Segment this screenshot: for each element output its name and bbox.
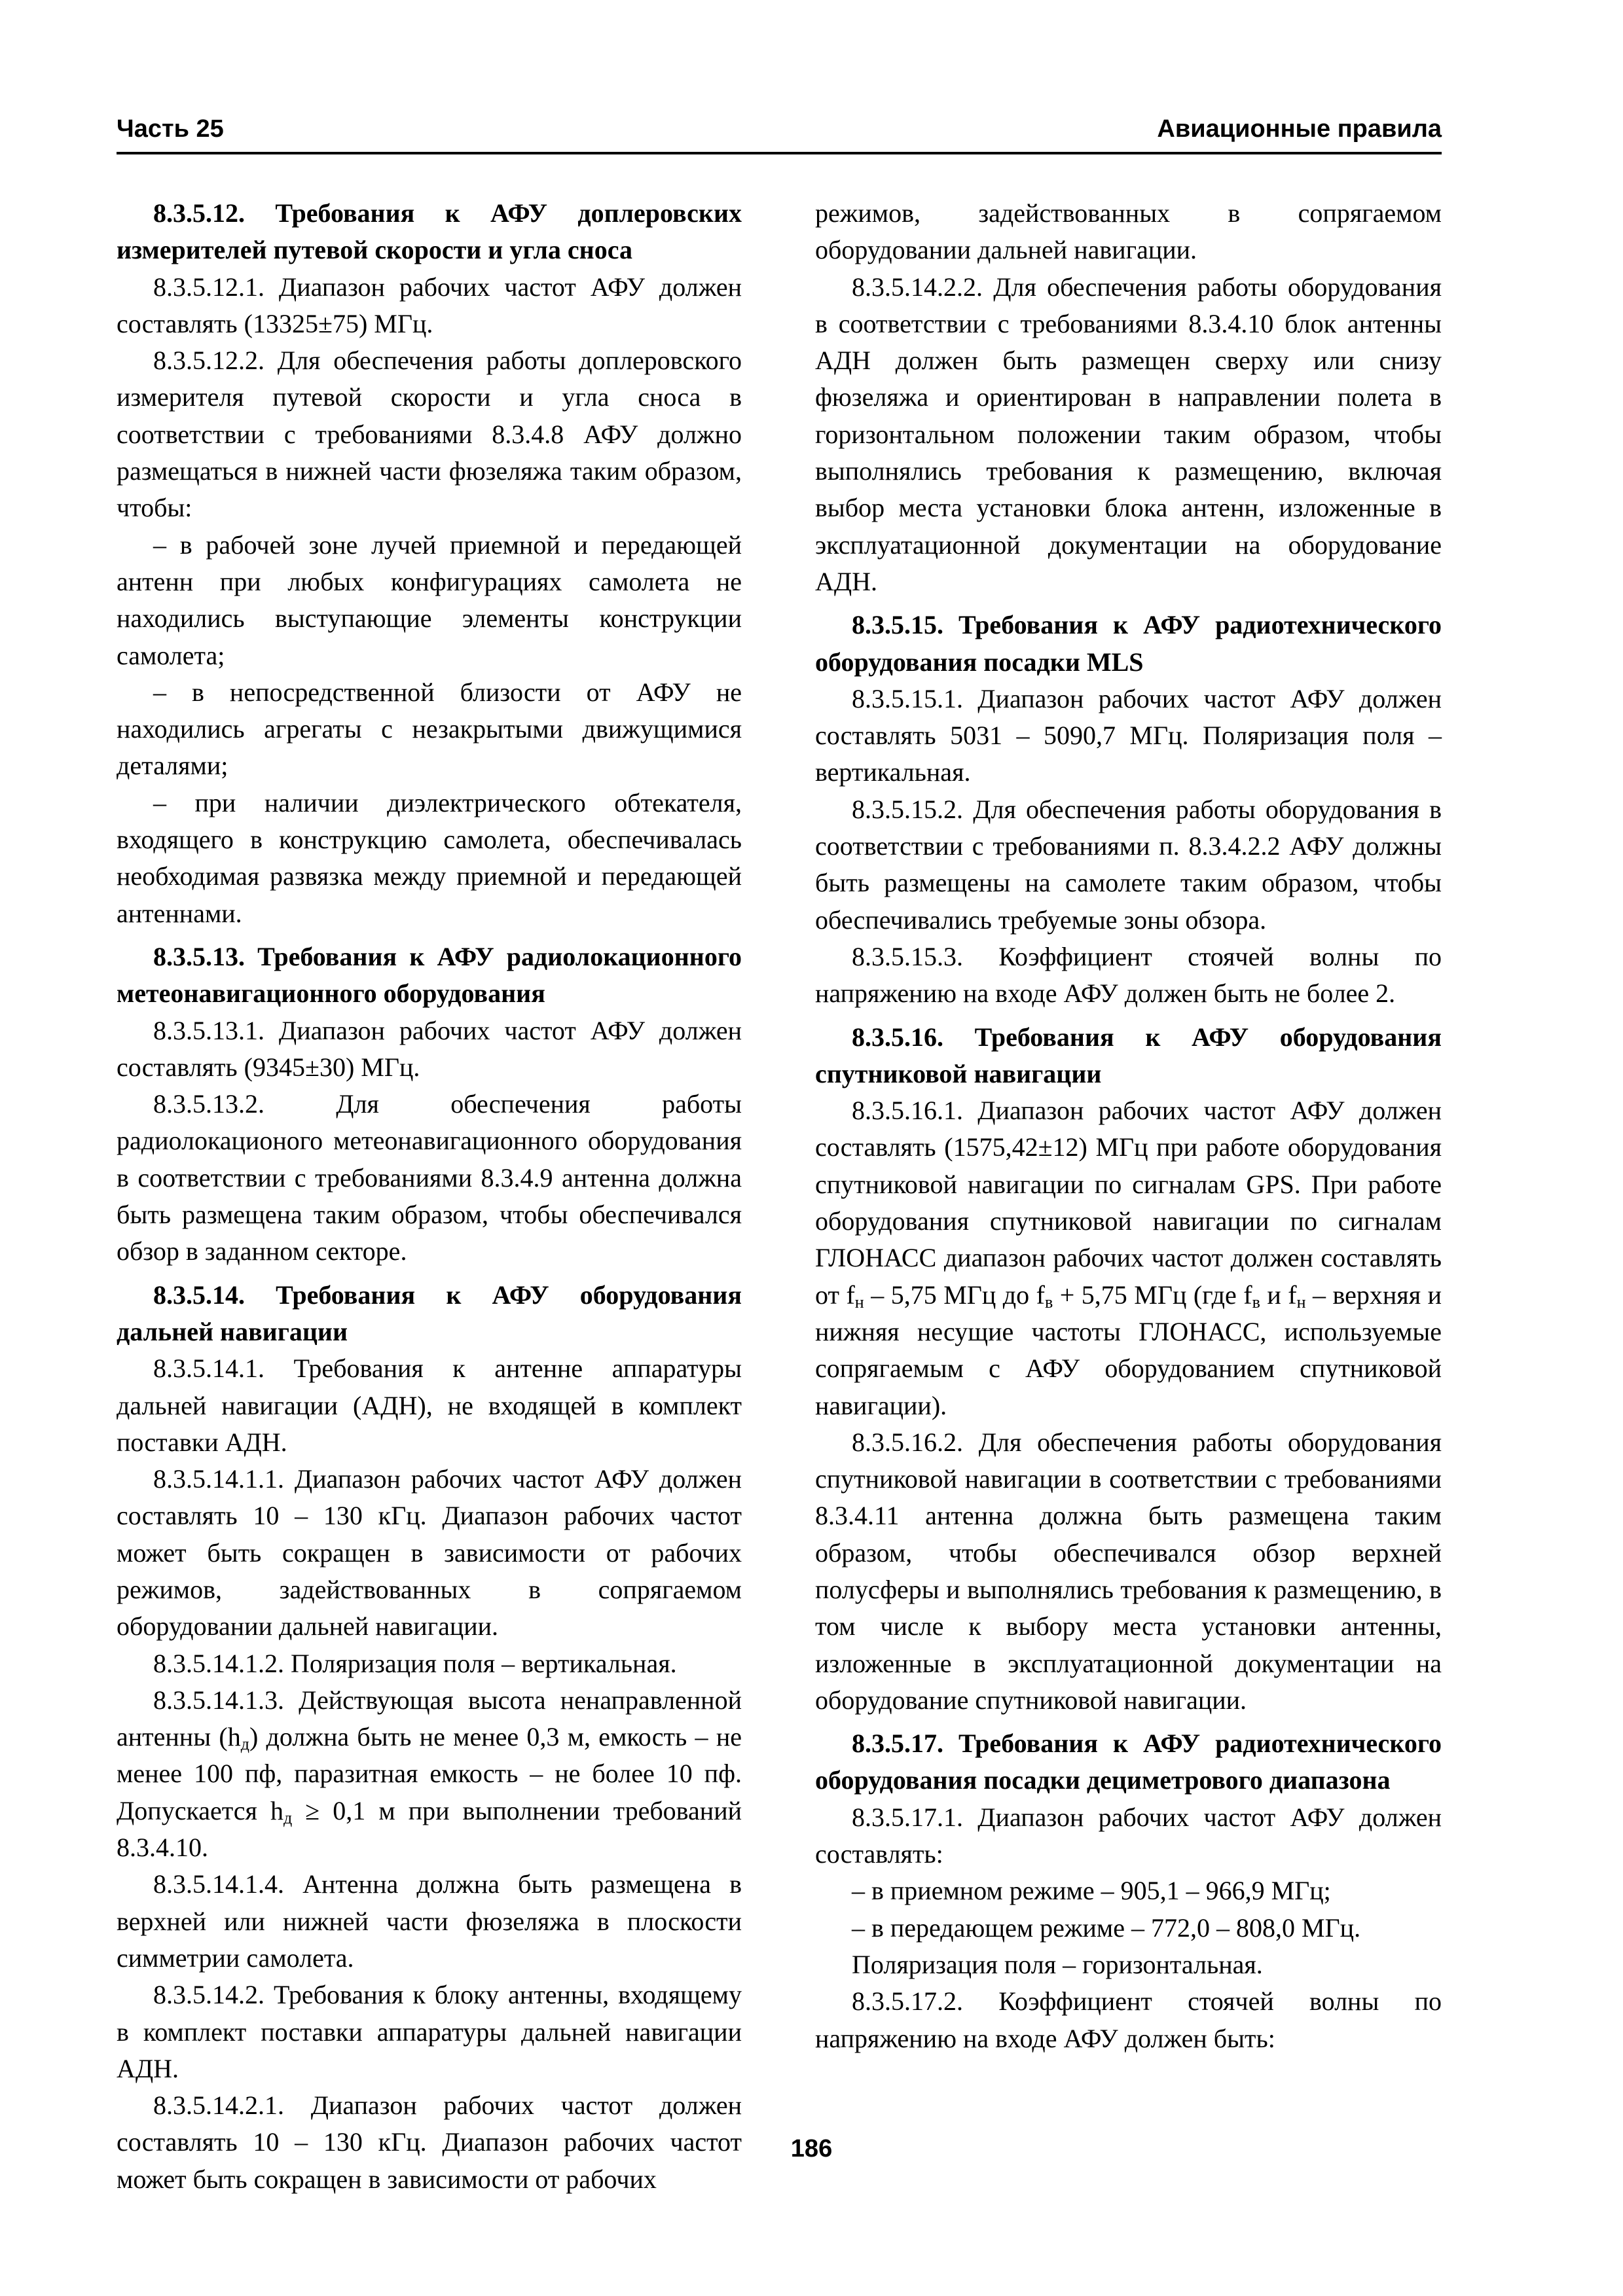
subscript: в xyxy=(1044,1292,1053,1312)
page-number: 186 xyxy=(790,2135,833,2162)
header-part: Часть 25 xyxy=(117,115,224,143)
header-title: Авиационные правила xyxy=(1157,115,1442,143)
left-column xyxy=(117,195,742,2198)
paragraph: 8.3.5.14.2. Требования к блоку антенны, входящему в комплект поставки аппаратуры дальней навигации АДН. xyxy=(117,1980,742,2083)
paragraph: 8.3.5.14.2.2. Для обеспечения работы оборудования в соответствии с требованиями 8.3.4.10 блок антенны АДН должен быть размещен сверху или снизу фюзеляжа и ориентирован в направлении полета в горизонтальном положении таким образом, чтобы выполнялись требования к размещению, включая выбор места установки блока антенн, изложенные в эксплуатационной документации на оборудование АДН. xyxy=(815,272,1442,596)
paragraph: 8.3.5.15.3. Коэффициент стоячей волны по напряжению на входе АФУ должен быть не более 2. xyxy=(815,941,1442,1009)
text-fragment: 8.3.5.14.1.3. Действующая высота ненаправленной антенны (h xyxy=(117,1685,742,1752)
paragraph: 8.3.5.17.2. Коэффициент стоячей волны по напряжению на входе АФУ должен быть: xyxy=(815,1986,1442,2053)
paragraph: 8.3.5.13.1. Диапазон рабочих частот АФУ должен составлять (9345±30) МГц. xyxy=(117,1015,742,1082)
paragraph-continued: режимов, задействованных в сопрягаемом оборудовании дальней навигации. xyxy=(815,198,1442,265)
section-heading-8-3-5-14: 8.3.5.14. Требования к АФУ оборудования дальней навигации xyxy=(117,1280,742,1346)
text-fragment: 8.3.5.16.1. Диапазон рабочих частот АФУ должен составлять (1575,42±12) МГц при работе оборудования спутниковой навигации по сигналам GPS. При работе оборудования спутниковой навигации по сигналам ГЛОНАСС диапазон рабочих частот должен составлять от f xyxy=(815,1096,1442,1310)
list-item: – в передающем режиме – 772,0 – 808,0 МГц. xyxy=(852,1912,1361,1943)
list-item: – при наличии диэлектрического обтекателя, входящего в конструкцию самолета, обеспечивалась необходимая развязка между приемной и передающей антеннами. xyxy=(117,787,742,928)
text-fragment: ) должна быть не менее 0,3 м, емкость – не менее 100 пф, паразитная емкость – не более 10 пф. Допускается h xyxy=(117,1722,742,1825)
section-heading-8-3-5-16: 8.3.5.16. Требования к АФУ оборудования спутниковой навигации xyxy=(815,1022,1442,1088)
list-item: – в приемном режиме – 905,1 – 966,9 МГц; xyxy=(852,1876,1331,1906)
section-heading-8-3-5-13: 8.3.5.13. Требования к АФУ радиолокационного метеонавигационного оборудования xyxy=(117,941,742,1009)
subscript: в xyxy=(1252,1292,1260,1312)
text-fragment: ≥ 0,1 м при выполнении требований 8.3.4.10. xyxy=(117,1795,742,1863)
paragraph: 8.3.5.15.1. Диапазон рабочих частот АФУ должен составлять 5031 – 5090,7 МГц. Поляризация поля – вертикальная. xyxy=(815,683,1442,787)
text-fragment: – верхняя и нижняя несущие частоты ГЛОНАСС, используемые сопрягаемым с АФУ оборудованием спутниковой навигации). xyxy=(815,1280,1442,1420)
paragraph: 8.3.5.13.2. Для обеспечения работы радиолокационого метеонавигационного оборудования в соответствии с требованиями 8.3.4.9 антенна должна быть размещена таким образом, чтобы обеспечивался обзор в заданном секторе. xyxy=(117,1089,742,1266)
subscript: н xyxy=(1296,1292,1306,1312)
text-fragment: и f xyxy=(1260,1280,1297,1310)
paragraph: 8.3.5.17.1. Диапазон рабочих частот АФУ должен составлять: xyxy=(815,1802,1442,1869)
paragraph xyxy=(815,1092,1442,1424)
paragraph: 8.3.5.14.1.2. Поляризация поля – вертикальная. xyxy=(153,1648,677,1678)
text-fragment: – 5,75 МГц до f xyxy=(864,1280,1045,1310)
subscript: д xyxy=(283,1808,293,1827)
section-heading-8-3-5-12: 8.3.5.12. Требования к АФУ доплеровских измерителей путевой скорости и угла сноса xyxy=(117,198,742,265)
list-item: – в рабочей зоне лучей приемной и передающей антенн при любых конфигурациях самолета не находились выступающие элементы конструкции самолета; xyxy=(117,529,742,670)
paragraph: 8.3.5.15.2. Для обеспечения работы оборудования в соответствии с требованиями п. 8.3.4.2.2 АФУ должны быть размещены на самолете таким образом, чтобы обеспечивались требуемые зоны обзора. xyxy=(815,794,1442,935)
subscript: д xyxy=(240,1734,249,1754)
paragraph: 8.3.5.14.1. Требования к антенне аппаратуры дальней навигации (АДН), не входящей в комплект поставки АДН. xyxy=(117,1354,742,1457)
paragraph: 8.3.5.14.1.4. Антенна должна быть размещена в верхней или нижней части фюзеляжа в плоскости симметрии самолета. xyxy=(117,1869,742,1973)
paragraph: 8.3.5.12.2. Для обеспечения работы доплеровского измерителя путевой скорости и угла сноса в соответствии с требованиями 8.3.4.8 АФУ должно размещаться в нижней части фюзеляжа таким образом, чтобы: xyxy=(117,346,742,523)
paragraph: Поляризация поля – горизонтальная. xyxy=(852,1949,1263,1979)
page-header xyxy=(117,111,1442,154)
paragraph: 8.3.5.16.2. Для обеспечения работы оборудования спутниковой навигации в соответствии с требованиями 8.3.4.11 антенна должна быть размещена таким образом, чтобы обеспечивался обзор верхней полусферы и выполнялись требования к размещению, в том числе к выбору места установки антенны, изложенные в эксплуатационной документации на оборудование спутниковой навигации. xyxy=(815,1427,1442,1715)
paragraph xyxy=(117,1682,742,1866)
right-column xyxy=(815,195,1442,2057)
section-heading-8-3-5-15: 8.3.5.15. Требования к АФУ радиотехнического оборудования посадки MLS xyxy=(815,610,1442,677)
paragraph: 8.3.5.14.1.1. Диапазон рабочих частот АФУ должен составлять 10 – 130 кГц. Диапазон рабочих частот может быть сокращен в зависимости от рабочих режимов, задействованных в сопрягаемом оборудовании дальней навигации. xyxy=(117,1464,742,1641)
text-fragment: + 5,75 МГц (где f xyxy=(1053,1280,1252,1310)
paragraph: 8.3.5.14.2.1. Диапазон рабочих частот должен составлять 10 – 130 кГц. Диапазон рабочих частот может быть сокращен в зависимости от рабочих xyxy=(117,2090,742,2194)
section-heading-8-3-5-17: 8.3.5.17. Требования к АФУ радиотехнического оборудования посадки дециметрового диапазона xyxy=(815,1729,1442,1795)
paragraph: 8.3.5.12.1. Диапазон рабочих частот АФУ должен составлять (13325±75) МГц. xyxy=(117,272,742,338)
subscript: н xyxy=(854,1292,864,1312)
list-item: – в непосредственной близости от АФУ не находились агрегаты с незакрытыми движущимися деталями; xyxy=(117,677,742,781)
